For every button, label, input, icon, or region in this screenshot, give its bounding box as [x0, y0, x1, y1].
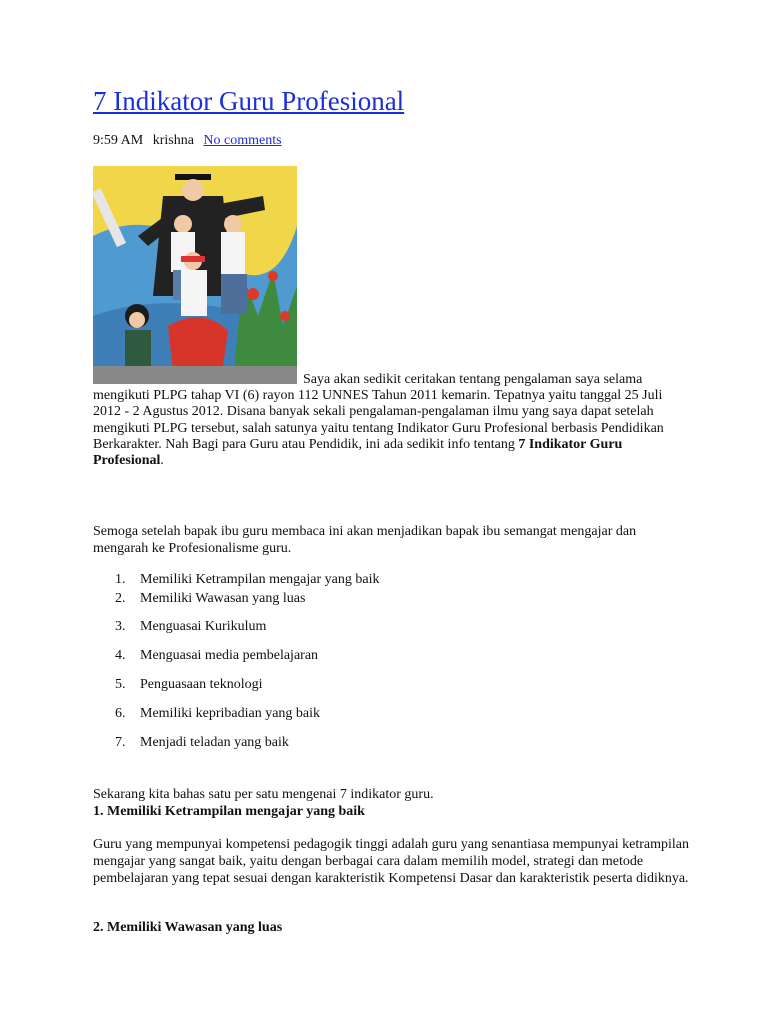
list-number: 3. — [115, 619, 126, 634]
comments-link[interactable]: No comments — [203, 133, 282, 148]
list-item — [93, 735, 289, 751]
list-number: 5. — [115, 677, 126, 692]
list-text: Memiliki Wawasan yang luas — [140, 591, 306, 606]
intro-text-end: . — [160, 453, 164, 469]
list-text: Menjadi teladan yang baik — [140, 735, 289, 750]
section1-body: Guru yang mempunyai kompetensi pedagogik tinggi adalah guru yang senantiasa mempunyai ketrampilan mengajar yang sangat baik, yaitu dengan berbagai cara dalam memilih model, strategi dan metode pembelajaran yang tepat sesuai dengan karakteristik Kompetensi Dasar dan karakteristik peserta didiknya. — [93, 837, 690, 886]
list-text: Penguasaan teknologi — [140, 677, 263, 692]
teacher-students-illustration — [93, 166, 297, 384]
post-author: krishna — [152, 133, 194, 148]
list-item — [93, 677, 262, 693]
list-text: Memiliki kepribadian yang baik — [140, 706, 321, 721]
image-float-spacer — [93, 382, 303, 383]
intro-bold-title: 7 Indikator Guru Profesional — [93, 436, 623, 469]
discussion-intro: Sekarang kita bahas satu per satu mengenai 7 indikator guru. — [93, 787, 434, 802]
section1-heading — [93, 803, 693, 820]
list-item — [93, 619, 266, 635]
list-number: 1. — [115, 572, 126, 587]
post-title-link[interactable]: 7 Indikator Guru Profesional — [93, 86, 405, 116]
list-number: 6. — [115, 706, 126, 721]
post-title — [93, 86, 404, 117]
list-item — [93, 706, 320, 722]
intro-text: Saya akan sedikit ceritakan tentang pengalaman saya selama mengikuti PLPG tahap VI (6) rayon 112 UNNES Tahun 2011 kemarin. Tepatnya yaitu tanggal 25 Juli 2012 - 2 Agustus 2012. Disana banyak sekali pengalaman-pengalaman ilmu yang saya dapat setelah mengikuti PLPG tersebut, salah satunya yaitu tentang Indikator Guru Profesional berbasis Pendidikan Berkarakter. Nah Bagi para Guru atau Pendidik, ini ada sedikit info tentang — [93, 372, 664, 452]
list-item — [93, 572, 379, 588]
motivation-paragraph: Semoga setelah bapak ibu guru membaca ini akan menjadikan bapak ibu semangat mengajar dan mengarah ke Profesionalisme guru. — [93, 524, 637, 556]
section1-heading-text: 1. Memiliki Ketrampilan mengajar yang baik — [93, 804, 365, 819]
post-meta — [93, 133, 282, 149]
section2-heading-text: 2. Memiliki Wawasan yang luas — [93, 920, 283, 935]
list-text: Menguasai media pembelajaran — [140, 648, 319, 663]
section2-heading — [93, 919, 693, 936]
list-text: Menguasai Kurikulum — [140, 619, 267, 634]
list-item — [93, 648, 318, 664]
post-time: 9:59 AM — [93, 133, 144, 148]
list-number: 2. — [115, 591, 126, 606]
list-number: 4. — [115, 648, 126, 663]
intro-paragraph — [93, 372, 683, 469]
list-number: 7. — [115, 735, 126, 750]
list-item — [93, 591, 305, 607]
list-text: Memiliki Ketrampilan mengajar yang baik — [140, 572, 380, 587]
